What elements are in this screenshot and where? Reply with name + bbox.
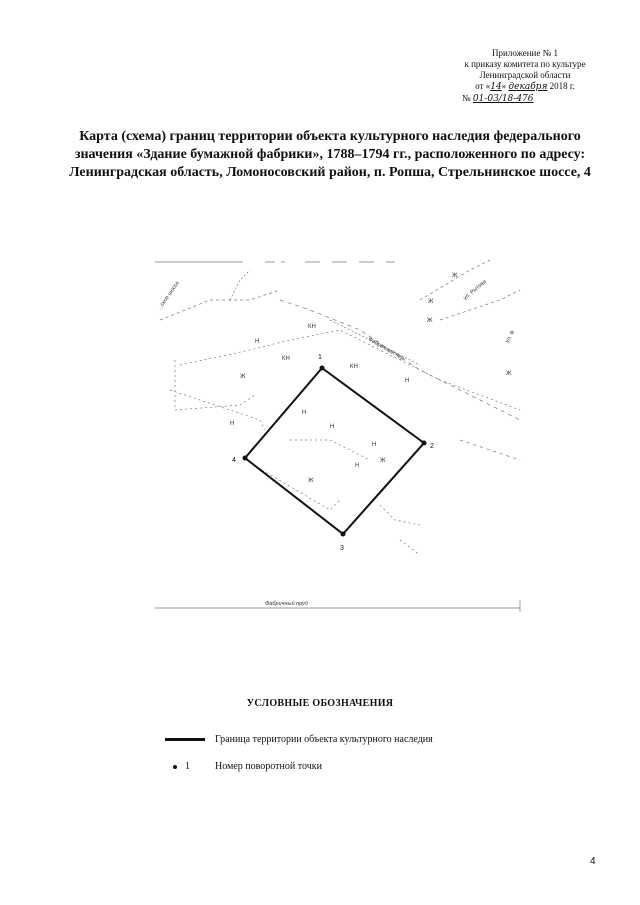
legend-title: УСЛОВНЫЕ ОБОЗНАЧЕНИЯ [246,698,394,709]
zone-marks [230,273,512,484]
date-prefix: от « [475,81,491,91]
turning-point-label: 2 [430,443,434,450]
appendix-line-1: Приложение № 1 [492,48,558,58]
turning-point-label: 4 [232,457,236,464]
zone-mark: Ж [308,478,314,484]
date-month: декабря [508,82,548,92]
zone-mark: Н [255,339,260,345]
map-line [230,270,250,300]
page-number: 4 [590,856,596,867]
map-line [175,395,255,410]
street-label-strelninskoe: ...ское шоссе [156,280,181,312]
zone-mark: Н [405,378,410,384]
turning-point-3 [341,532,346,537]
map-line [170,390,265,430]
map-line [160,290,280,320]
turning-point-label: 1 [318,354,322,361]
turning-point-1 [320,366,325,371]
zone-mark: Н [330,424,335,430]
zone-mark: Н [355,463,360,469]
zone-mark: КН [350,364,358,370]
appendix-line-2: к приказу комитета по культуре [464,59,586,69]
turning-point-labels [232,354,434,552]
legend-point-row [165,761,322,772]
zone-mark: Ж [427,318,433,324]
turning-point-label: 3 [340,545,344,552]
number-prefix: № [462,93,473,103]
legend-point-label: Номер поворотной точки [215,761,322,772]
legend-point-number: 1 [185,761,190,772]
zone-mark: КН [308,324,316,330]
legend-boundary-row [165,734,433,745]
map-line [440,290,520,320]
street-label-fabrichny-prud: Фабричный пруд [265,601,308,607]
map-line [460,440,520,460]
zone-mark: Н [230,421,235,427]
zone-mark: Ж [428,299,434,305]
number-value: 01-03/18-476 [472,94,534,104]
turning-points [243,366,427,537]
date-year: 2018 г. [547,81,575,91]
appendix-line-3: Ленинградской области [479,70,571,80]
date-mid: » [501,81,509,91]
map-line [262,470,340,510]
legend-point-dot [173,765,177,769]
map-line [380,505,420,525]
heritage-boundary [245,368,424,534]
legend-boundary-line [165,738,205,741]
zone-mark: Ж [240,374,246,380]
zone-mark: Ж [506,371,512,377]
map-line [180,330,520,410]
turning-point-4 [243,456,248,461]
map-line [290,440,370,460]
map-line [420,260,490,300]
street-label-ul-f: ул. Ф [504,329,517,344]
street-label-fabrichny-per: Фабричный пер. [367,336,407,363]
legend-boundary-label: Граница территории объекта культурного наследия [215,734,433,745]
title-line-3: Ленинградская область, Ломоносовский район, п. Ропша, Стрельнинское шоссе, 4 [69,165,591,180]
zone-mark: Н [372,442,377,448]
zone-mark: КН [282,356,290,362]
date-day: 14 [490,82,502,92]
zone-mark: Ж [380,458,386,464]
title-line-1: Карта (схема) границ территории объекта культурного наследия федерального [79,129,581,144]
zone-mark: Н [302,410,307,416]
title-line-2: значения «Здание бумажной фабрики», 1788–1794 гг., расположенного по адресу: [74,147,586,162]
map-line [400,540,420,555]
street-labels [157,278,517,607]
street-label-rytova: ул. Рытова [462,278,488,302]
zone-mark: Ж [452,273,458,279]
legend-point-symbol [165,761,205,772]
map-background-lines [155,260,520,612]
turning-point-2 [422,441,427,446]
